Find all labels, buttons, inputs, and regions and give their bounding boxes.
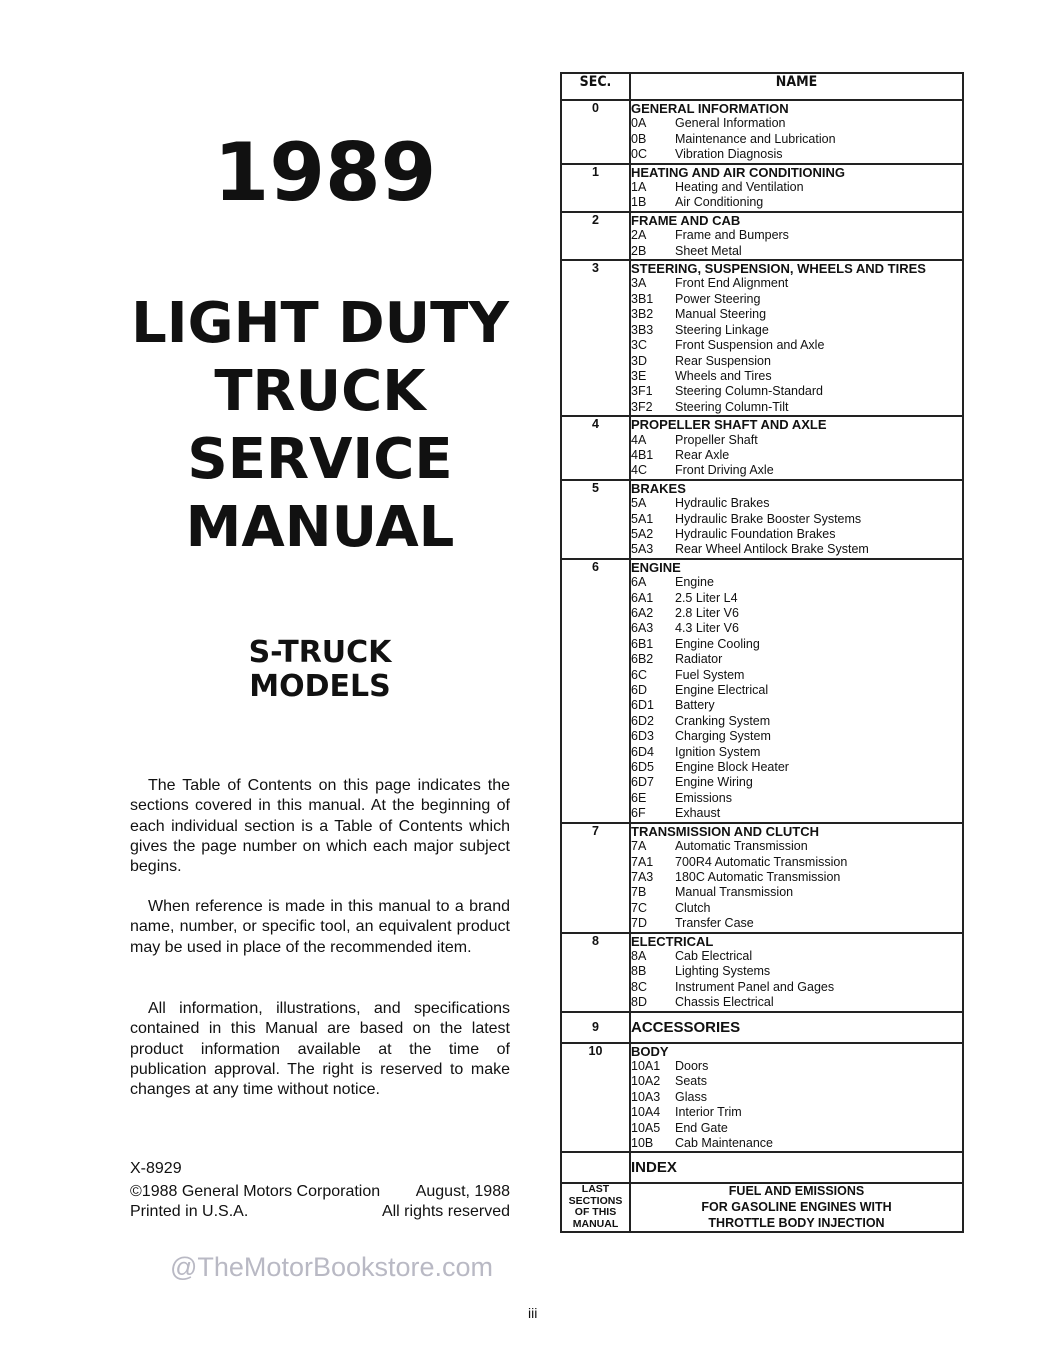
- subsection-name: Heating and Ventilation: [675, 180, 804, 195]
- subsection-item: [631, 276, 962, 291]
- subsection-code: 6D4: [631, 744, 654, 759]
- subsection-name: Clutch: [675, 900, 711, 915]
- title-line: MANUAL: [185, 495, 455, 560]
- subsection-name: Engine Wiring: [675, 775, 753, 790]
- intro-paragraph: The Table of Contents on this page indicates the sections covered in this manual. At the beginning of each individual section is a Table of Contents which gives the page number on which each major subject begins.: [130, 777, 510, 876]
- subsection-name: Vibration Diagnosis: [675, 147, 783, 162]
- subsection-code: 6D5: [631, 760, 654, 775]
- subsection-item: [631, 949, 962, 964]
- subsection-item: [631, 980, 962, 995]
- toc-section-row: [561, 480, 963, 559]
- subsection-code: 6E: [631, 790, 647, 805]
- subsection-name: Manual Steering: [675, 307, 767, 322]
- toc-section-row: [561, 559, 963, 823]
- subsection-code: 10A4: [631, 1105, 661, 1120]
- subsection-name: Engine Electrical: [675, 683, 769, 698]
- subsection-code: 1B: [631, 195, 647, 210]
- subsection-code: 6D7: [631, 775, 654, 790]
- subsection-code: 0A: [631, 116, 647, 131]
- last-sections-title: FUEL AND EMISSIONS FOR GASOLINE ENGINES WITH THROTTLE BODY INJECTION: [630, 1183, 963, 1232]
- subsection-item: [631, 760, 962, 775]
- subsection-name: Cab Electrical: [675, 948, 753, 963]
- subsection-name: Seats: [675, 1074, 707, 1089]
- reference-paragraph: When reference is made in this manual to a brand name, number, or specific tool, an equivalent product may be used in place of the recommended item.: [130, 898, 510, 956]
- subsection-code: 8C: [631, 979, 647, 994]
- subsection-name: Exhaust: [675, 806, 721, 821]
- subsection-item: [631, 1090, 962, 1105]
- subsection-name: Ignition System: [675, 744, 761, 759]
- subsection-name: Rear Wheel Antilock Brake System: [675, 542, 869, 557]
- subsection-name: Front Driving Axle: [675, 463, 774, 478]
- section-title: BODY: [631, 1043, 669, 1059]
- subsection-name: Rear Suspension: [675, 353, 771, 368]
- subsection-item: [631, 1059, 962, 1074]
- subsection-item: [631, 292, 962, 307]
- subsection-item: [631, 307, 962, 322]
- section-title: HEATING AND AIR CONDITIONING: [631, 164, 846, 180]
- section-title: FRAME AND CAB: [631, 212, 741, 228]
- section-contents: [630, 100, 963, 164]
- subsection-item: [631, 591, 962, 606]
- subsection-name: Lighting Systems: [675, 964, 771, 979]
- subsection-item: [631, 839, 962, 854]
- subsection-name: Steering Column-Tilt: [675, 399, 789, 414]
- subsection-code: 10A2: [631, 1074, 661, 1089]
- subsection-name: Automatic Transmission: [675, 839, 808, 854]
- subsection-name: Instrument Panel and Gages: [675, 979, 835, 994]
- subsection-name: Maintenance and Lubrication: [675, 131, 836, 146]
- subsection-code: 6B2: [631, 652, 654, 667]
- section-contents: [630, 1012, 963, 1043]
- subsection-code: 3E: [631, 368, 647, 383]
- copyright-line: [130, 1183, 510, 1201]
- year-title: 1989: [213, 126, 437, 219]
- section-number: 4: [561, 416, 630, 480]
- subsection-item: [631, 791, 962, 806]
- title-line: SERVICE: [187, 427, 453, 492]
- subsection-code: 4B1: [631, 447, 654, 462]
- section-title: BRAKES: [631, 480, 686, 496]
- section-contents: [630, 212, 963, 260]
- section-number: [561, 1152, 630, 1183]
- subsection-name: Battery: [675, 698, 715, 713]
- subsection-code: 6D1: [631, 698, 654, 713]
- subsection-item: [631, 228, 962, 243]
- section-title: ENGINE: [631, 559, 681, 575]
- section-number: 8: [561, 933, 630, 1012]
- section-number: 0: [561, 100, 630, 164]
- section-title: INDEX: [631, 1159, 677, 1177]
- subsection-item: [631, 714, 962, 729]
- section-number: 7: [561, 823, 630, 933]
- publication-number: X-8929: [130, 1160, 182, 1177]
- subsection-code: 7A1: [631, 854, 654, 869]
- subsection-name: Engine Cooling: [675, 636, 760, 651]
- last-sections-row: [561, 1183, 963, 1232]
- section-number: 5: [561, 480, 630, 559]
- section-number: 9: [561, 1012, 630, 1043]
- section-number: 6: [561, 559, 630, 823]
- section-title: ELECTRICAL: [631, 933, 714, 949]
- subsection-name: 4.3 Liter V6: [675, 621, 739, 636]
- subsection-code: 4A: [631, 432, 647, 447]
- subsection-name: Sheet Metal: [675, 243, 742, 258]
- subsection-name: Steering Column-Standard: [675, 384, 823, 399]
- subsection-code: 3B1: [631, 291, 654, 306]
- subsection-item: [631, 323, 962, 338]
- subsection-name: Fuel System: [675, 667, 745, 682]
- subsection-code: 2A: [631, 228, 647, 243]
- subsection-code: 6A3: [631, 621, 654, 636]
- subsection-code: 7B: [631, 885, 647, 900]
- section-title: STEERING, SUSPENSION, WHEELS AND TIRES: [631, 261, 926, 277]
- section-title: ACCESSORIES: [631, 1018, 741, 1036]
- subsection-item: [631, 995, 962, 1010]
- section-contents: [630, 1043, 963, 1153]
- subsection-item: [631, 1136, 962, 1151]
- subsection-code: 3B2: [631, 307, 654, 322]
- subsection-item: [631, 147, 962, 162]
- subsection-name: Engine Block Heater: [675, 760, 789, 775]
- subsection-name: Cranking System: [675, 713, 771, 728]
- toc-section-row: [561, 164, 963, 212]
- subsection-item: [631, 338, 962, 353]
- subsection-item: [631, 463, 962, 478]
- subsection-code: 4C: [631, 463, 647, 478]
- subsection-item: [631, 180, 962, 195]
- section-number: 2: [561, 212, 630, 260]
- subsection-code: 3A: [631, 276, 647, 291]
- subsection-item: [631, 575, 962, 590]
- subsection-item: [631, 542, 962, 557]
- subsection-code: 0C: [631, 147, 647, 162]
- page-number: iii: [528, 1305, 538, 1321]
- toc-section-row: [561, 1152, 963, 1183]
- subsection-code: 8B: [631, 964, 647, 979]
- subsection-code: 5A3: [631, 542, 654, 557]
- copyright-text: ©1988 General Motors Corporation: [130, 1183, 381, 1200]
- toc-section-row: [561, 1043, 963, 1153]
- subsection-code: 0B: [631, 131, 647, 146]
- subsection-item: [631, 901, 962, 916]
- subsection-item: [631, 512, 962, 527]
- subsection-code: 5A: [631, 496, 647, 511]
- last-sections-label: LAST SECTIONS OF THIS MANUAL: [561, 1183, 630, 1232]
- subsection-item: [631, 621, 962, 636]
- section-contents: [630, 823, 963, 933]
- subsection-item: [631, 916, 962, 931]
- subsection-item: [631, 433, 962, 448]
- subsection-name: Radiator: [675, 652, 723, 667]
- subsection-item: [631, 729, 962, 744]
- subsection-item: [631, 1105, 962, 1120]
- section-title: PROPELLER SHAFT AND AXLE: [631, 417, 827, 433]
- subsection-name: Transfer Case: [675, 916, 754, 931]
- subsection-name: Steering Linkage: [675, 322, 769, 337]
- publication-date: August, 1988: [415, 1183, 510, 1200]
- subsection-code: 6A: [631, 575, 647, 590]
- disclaimer-paragraph: All information, illustrations, and specifications contained in this Manual are based on the latest product information available at the time of publication approval. The right is reserved to make changes at any time without notice.: [130, 1000, 510, 1099]
- models-title: [170, 636, 470, 704]
- section-title: GENERAL INFORMATION: [631, 101, 789, 116]
- subsection-name: Cab Maintenance: [675, 1136, 773, 1150]
- subsection-code: 6F: [631, 806, 646, 821]
- subsection-name: Engine: [675, 575, 714, 590]
- section-contents: [630, 416, 963, 480]
- subsection-name: Chassis Electrical: [675, 995, 774, 1010]
- subsection-code: 7D: [631, 916, 647, 931]
- subsection-item: [631, 806, 962, 821]
- subsection-code: 6A1: [631, 590, 654, 605]
- subsection-item: [631, 384, 962, 399]
- subsection-name: Manual Transmission: [675, 885, 794, 900]
- subsection-name: Propeller Shaft: [675, 432, 758, 447]
- name-column-header: NAME: [630, 73, 963, 100]
- subsection-item: [631, 683, 962, 698]
- title-line: TRUCK: [214, 359, 426, 424]
- subsection-item: [631, 132, 962, 147]
- toc-section-row: [561, 260, 963, 416]
- title-line: LIGHT DUTY: [131, 291, 509, 356]
- subsection-code: 6D3: [631, 729, 654, 744]
- section-number: 3: [561, 260, 630, 416]
- toc-section-row: [561, 933, 963, 1012]
- subsection-item: [631, 1074, 962, 1089]
- subsection-name: Air Conditioning: [675, 195, 764, 210]
- models-line: S-TRUCK: [248, 635, 392, 670]
- subsection-name: General Information: [675, 116, 786, 131]
- subsection-code: 8A: [631, 948, 647, 963]
- subsection-item: [631, 637, 962, 652]
- subsection-code: 8D: [631, 995, 647, 1010]
- subsection-code: 5A1: [631, 511, 654, 526]
- subsection-name: Doors: [675, 1058, 709, 1073]
- toc-section-row: [561, 212, 963, 260]
- subsection-code: 6D: [631, 683, 647, 698]
- toc-section-row: [561, 100, 963, 164]
- subsection-code: 10A5: [631, 1120, 661, 1135]
- subsection-code: 10A1: [631, 1058, 661, 1073]
- subsection-item: [631, 775, 962, 790]
- toc-header-row: [561, 73, 963, 100]
- subsection-item: [631, 606, 962, 621]
- subsection-item: [631, 244, 962, 259]
- section-contents: [630, 260, 963, 416]
- table-of-contents: [560, 72, 964, 1233]
- subsection-name: Interior Trim: [675, 1105, 742, 1120]
- manual-title: [130, 290, 510, 562]
- subsection-code: 7A: [631, 839, 647, 854]
- subsection-code: 7C: [631, 900, 647, 915]
- toc-section-row: [561, 1012, 963, 1043]
- subsection-code: 3C: [631, 338, 647, 353]
- printed-text: Printed in U.S.A.: [130, 1203, 249, 1220]
- subsection-name: Power Steering: [675, 291, 761, 306]
- subsection-name: Hydraulic Brakes: [675, 496, 770, 511]
- subsection-item: [631, 855, 962, 870]
- subsection-code: 7A3: [631, 869, 654, 884]
- subsection-code: 1A: [631, 180, 647, 195]
- subsection-code: 6D2: [631, 713, 654, 728]
- subsection-name: Frame and Bumpers: [675, 228, 789, 243]
- subsection-name: Front Suspension and Axle: [675, 338, 825, 353]
- subsection-item: [631, 496, 962, 511]
- subsection-item: [631, 527, 962, 542]
- section-contents: [630, 933, 963, 1012]
- subsection-name: 2.8 Liter V6: [675, 606, 739, 620]
- toc-section-row: [561, 416, 963, 480]
- subsection-item: [631, 195, 962, 210]
- subsection-code: 10A3: [631, 1089, 661, 1104]
- subsection-name: Glass: [675, 1089, 707, 1104]
- subsection-code: 5A2: [631, 526, 654, 541]
- subsection-code: 3F1: [631, 384, 653, 399]
- subsection-name: Emissions: [675, 790, 732, 805]
- section-contents: [630, 559, 963, 823]
- rights-text: All rights reserved: [381, 1203, 510, 1220]
- subsection-item: [631, 116, 962, 131]
- subsection-code: 10B: [631, 1136, 654, 1150]
- subsection-item: [631, 354, 962, 369]
- models-line: MODELS: [249, 669, 391, 704]
- toc-section-row: [561, 823, 963, 933]
- subsection-item: [631, 369, 962, 384]
- subsection-code: 3F2: [631, 399, 653, 414]
- subsection-item: [631, 698, 962, 713]
- subsection-item: [631, 668, 962, 683]
- watermark: @TheMotorBookstore.com: [170, 1252, 494, 1282]
- section-contents: [630, 1152, 963, 1183]
- subsection-code: 2B: [631, 243, 647, 258]
- subsection-name: Front End Alignment: [675, 276, 789, 291]
- subsection-item: [631, 652, 962, 667]
- subsection-name: Wheels and Tires: [675, 368, 772, 383]
- subsection-name: Hydraulic Foundation Brakes: [675, 526, 836, 541]
- subsection-item: [631, 400, 962, 415]
- subsection-item: [631, 964, 962, 979]
- subsection-item: [631, 1121, 962, 1136]
- subsection-name: Hydraulic Brake Booster Systems: [675, 511, 862, 526]
- subsection-code: 3B3: [631, 322, 654, 337]
- subsection-code: 6A2: [631, 606, 654, 620]
- section-number: 10: [561, 1043, 630, 1153]
- section-title: TRANSMISSION AND CLUTCH: [631, 823, 820, 839]
- toc-body: [561, 100, 963, 1183]
- sec-column-header: SEC.: [561, 73, 630, 100]
- subsection-name: Charging System: [675, 729, 771, 744]
- printed-line: [130, 1203, 510, 1221]
- subsection-item: [631, 870, 962, 885]
- section-number: 1: [561, 164, 630, 212]
- subsection-item: [631, 885, 962, 900]
- section-contents: [630, 480, 963, 559]
- subsection-name: 2.5 Liter L4: [675, 590, 738, 605]
- section-contents: [630, 164, 963, 212]
- subsection-name: End Gate: [675, 1120, 728, 1135]
- subsection-code: 3D: [631, 353, 647, 368]
- subsection-name: Rear Axle: [675, 447, 730, 462]
- subsection-code: 6C: [631, 667, 647, 682]
- subsection-item: [631, 745, 962, 760]
- subsection-name: 700R4 Automatic Transmission: [675, 854, 848, 869]
- subsection-code: 6B1: [631, 636, 654, 651]
- subsection-name: 180C Automatic Transmission: [675, 869, 841, 884]
- subsection-item: [631, 448, 962, 463]
